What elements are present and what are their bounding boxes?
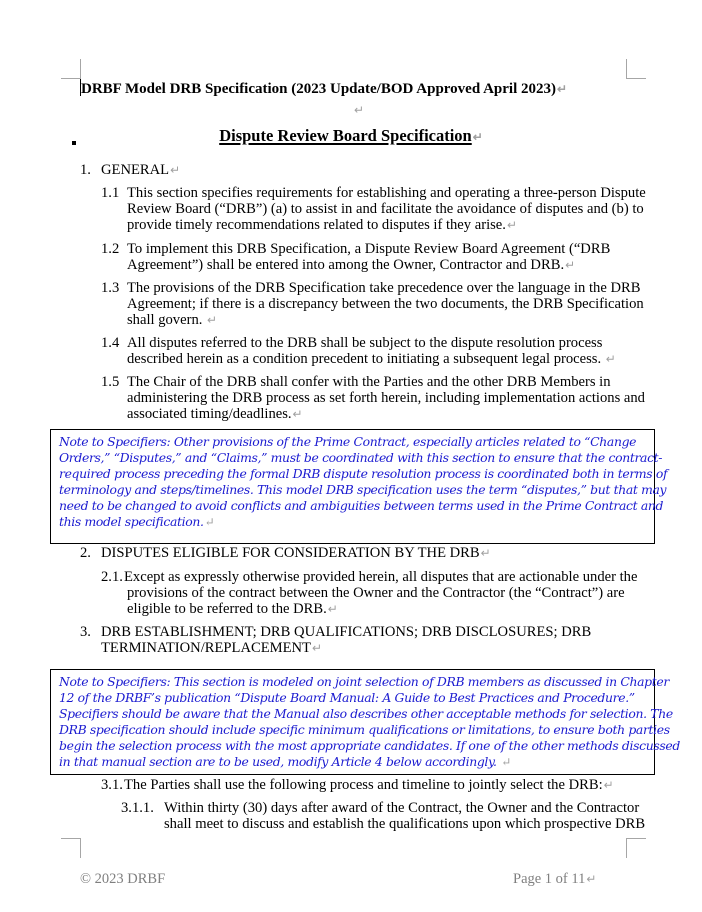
note-line xyxy=(59,754,511,770)
item-text-line: Within thirty (30) days after award of the Contract, the Owner and the Contractor xyxy=(164,800,640,816)
item-text-line xyxy=(127,601,338,617)
text-run: this model specification. xyxy=(59,514,204,529)
item-number: 1.3 xyxy=(101,280,120,296)
note-line: need to be changed to avoid conflicts and ambiguities between terms used in the Prime Contract and xyxy=(59,498,664,513)
item-text-line xyxy=(127,312,217,328)
note-line: 12 of the DRBF’s publication “Dispute Board Manual: A Guide to Best Practices and Procedure.” xyxy=(59,690,635,705)
paragraph-mark-icon: ↵ xyxy=(565,258,576,272)
section-heading xyxy=(101,640,322,656)
item-text-line xyxy=(124,777,614,793)
section-number: 1. xyxy=(80,162,91,178)
section-heading xyxy=(101,545,491,561)
item-text-line: All disputes referred to the DRB shall be subject to the dispute resolution process xyxy=(127,335,603,351)
paragraph-mark-icon: ↵ xyxy=(170,163,181,177)
item-text-line: provisions of the contract between the Owner and the Contractor (the “Contract”) are xyxy=(127,585,625,601)
paragraph-mark-icon: ↵ xyxy=(506,218,517,232)
text-run: in that manual section are to be used, modify Article 4 below accordingly. xyxy=(59,754,501,769)
item-number: 1.1 xyxy=(101,185,120,201)
item-text-line: The Chair of the DRB shall confer with the Parties and the other DRB Members in xyxy=(127,374,611,390)
document-title xyxy=(0,126,702,146)
note-line xyxy=(59,514,214,530)
note-line: Note to Specifiers: Other provisions of the Prime Contract, especially articles related to “Change xyxy=(59,434,637,449)
item-text-line: This section specifies requirements for establishing and operating a three-person Dispute xyxy=(127,185,646,201)
item-text-line xyxy=(127,406,303,422)
paragraph-mark-icon: ↵ xyxy=(472,130,483,144)
text-run: Page 1 of 11 xyxy=(513,871,586,887)
item-text-line: administering the DRB process as set forth herein, including implementation actions and xyxy=(127,390,645,406)
section-heading: DRB ESTABLISHMENT; DRB QUALIFICATIONS; DRB DISCLOSURES; DRB xyxy=(101,624,592,640)
text-run: Dispute Review Board Specification xyxy=(219,126,472,145)
paragraph-mark-icon: ↵ xyxy=(603,778,614,792)
paragraph-mark-icon: ↵ xyxy=(204,515,215,529)
paragraph-mark-icon: ↵ xyxy=(480,546,491,560)
text-run: Agreement”) shall be entered into among the Owner, Contractor and DRB. xyxy=(127,257,565,273)
section-number: 3. xyxy=(80,624,91,640)
footer-copyright: © 2023 DRBF xyxy=(80,871,166,887)
text-run: DISPUTES ELIGIBLE FOR CONSIDERATION BY THE DRB xyxy=(101,545,480,561)
text-run: TERMINATION/REPLACEMENT xyxy=(101,640,311,656)
margin-corner-bottom-right xyxy=(626,838,646,858)
item-number: 1.5 xyxy=(101,374,120,390)
note-line: begin the selection process with the most appropriate candidates. If one of the other methods discussed xyxy=(59,738,680,753)
item-number: 1.2 xyxy=(101,241,120,257)
text-run: GENERAL xyxy=(101,162,170,178)
paragraph-mark-icon: ↵ xyxy=(207,313,218,327)
item-text-line: Review Board (“DRB”) (a) to assist in and facilitate the avoidance of disputes and (b) to xyxy=(127,201,644,217)
note-line: Specifiers should be aware that the Manual also describes other acceptable methods for selection. The xyxy=(59,706,673,721)
paragraph-mark-icon: ↵ xyxy=(501,755,511,769)
item-text-line: The provisions of the DRB Specification take precedence over the language in the DRB xyxy=(127,280,641,296)
paragraph-mark-icon: ↵ xyxy=(327,602,338,616)
note-line: DRB specification should include specific minimum qualifications or limitations, to ensure both parties xyxy=(59,722,670,737)
item-number: 3.1.1. xyxy=(121,800,154,816)
note-line: terminology and steps/timelines. This model DRB specification uses the term “disputes,” but that may xyxy=(59,482,667,497)
note-line: required process preceding the formal DRB dispute resolution process is coordinated both in terms of xyxy=(59,466,668,481)
item-number: 1.4 xyxy=(101,335,120,351)
text-run: The Parties shall use the following process and timeline to jointly select the DRB: xyxy=(124,777,603,793)
item-text-line: To implement this DRB Specification, a Dispute Review Board Agreement (“DRB xyxy=(127,241,611,257)
text-run: associated timing/deadlines. xyxy=(127,406,292,422)
footer-page-number xyxy=(513,871,596,888)
item-number: 2.1. xyxy=(101,569,123,585)
section-number: 2. xyxy=(80,545,91,561)
item-text-line xyxy=(127,351,616,367)
item-text-line: Except as expressly otherwise provided herein, all disputes that are actionable under the xyxy=(124,569,638,585)
paragraph-mark-icon: ↵ xyxy=(586,872,597,886)
item-text-line: Agreement; if there is a discrepancy between the two documents, the DRB Specification xyxy=(127,296,644,312)
paragraph-mark-icon: ↵ xyxy=(605,352,616,366)
document-header[interactable] xyxy=(80,79,567,98)
margin-corner-top-left xyxy=(61,59,81,79)
margin-corner-bottom-left xyxy=(61,838,81,858)
header-text: DRBF Model DRB Specification (2023 Update/BOD Approved April 2023) xyxy=(81,81,557,97)
note-line: Note to Specifiers: This section is modeled on joint selection of DRB members as discussed in Chapter xyxy=(59,674,669,689)
text-run: eligible to be referred to the DRB. xyxy=(127,601,327,617)
item-text-line xyxy=(127,257,575,273)
text-run: described herein as a condition precedent to initiating a subsequent legal process. xyxy=(127,351,605,367)
item-number: 3.1. xyxy=(101,777,123,793)
note-line: Orders,” “Disputes,” and “Claims,” must be coordinated with this section to ensure that the contract- xyxy=(59,450,663,465)
empty-paragraph-mark-icon: ↵ xyxy=(354,103,365,117)
paragraph-mark-icon: ↵ xyxy=(292,407,303,421)
text-run: provide timely recommendations related to disputes if they arise. xyxy=(127,217,506,233)
section-heading xyxy=(101,162,180,178)
paragraph-mark-icon: ↵ xyxy=(311,641,323,655)
item-text-line: shall meet to discuss and establish the qualifications upon which prospective DRB xyxy=(164,816,646,832)
paragraph-mark-icon: ↵ xyxy=(557,82,568,96)
text-run: shall govern. xyxy=(127,312,207,328)
item-text-line xyxy=(127,217,517,233)
margin-corner-top-right xyxy=(626,59,646,79)
